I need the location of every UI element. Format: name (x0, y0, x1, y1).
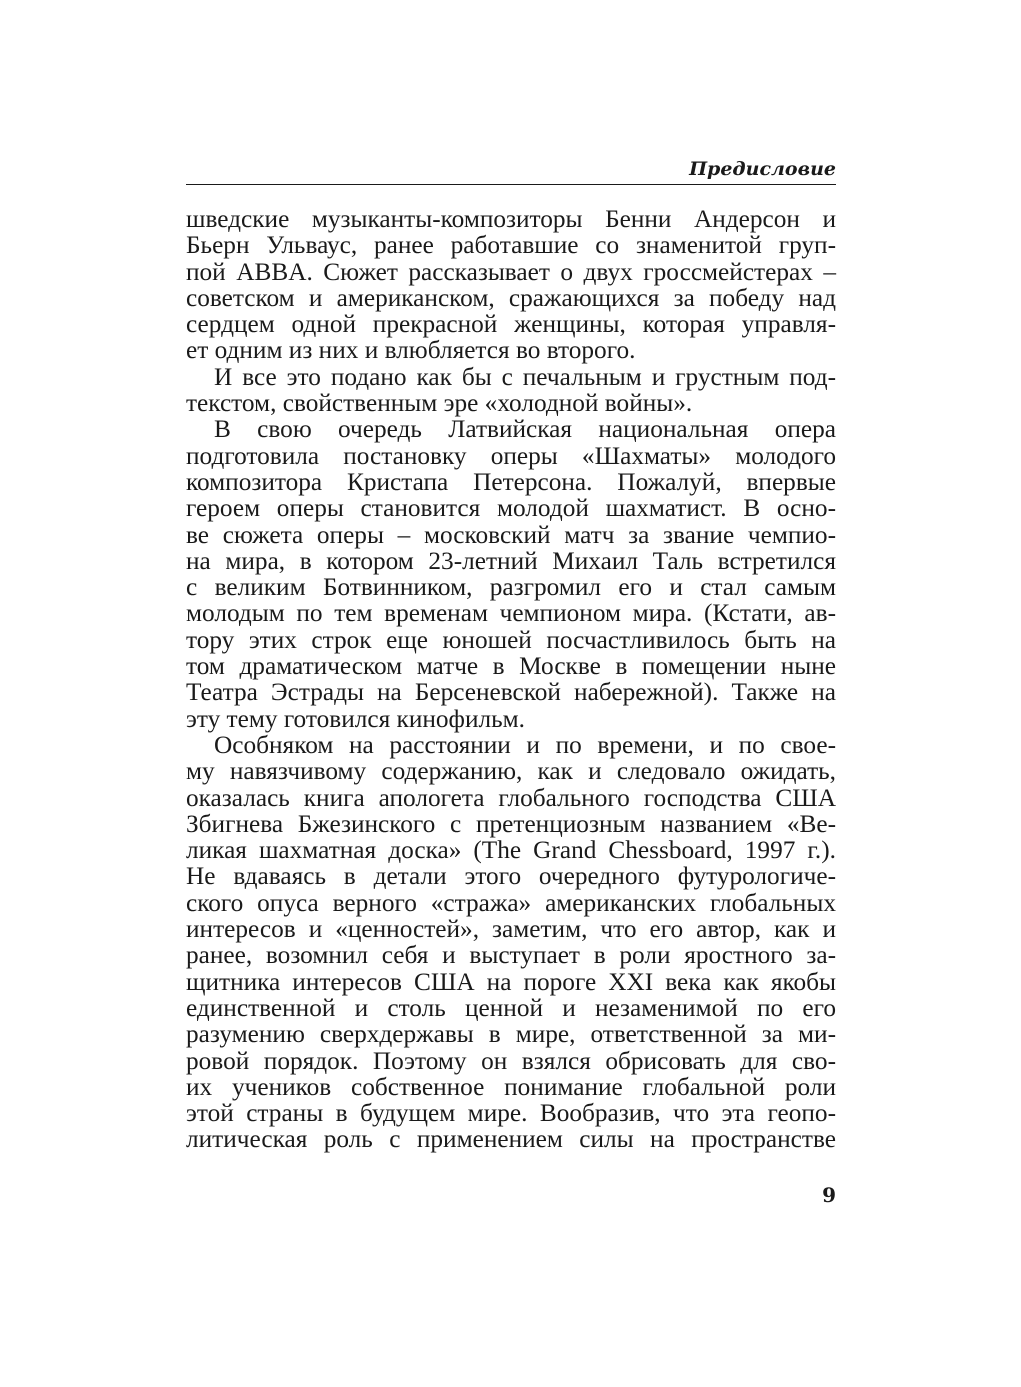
paragraph-3 (186, 416, 836, 732)
text-line: му навязчивому содержанию, как и следовало ожидать, (186, 757, 836, 786)
text-line: молодым по тем временам чемпионом мира. (Кстати, ав- (186, 599, 836, 628)
text-line: И все это подано как бы с печальным и грустным под- (214, 362, 836, 391)
text-line: ет одним из них и влюбляется во второго. (186, 336, 636, 365)
text-line: щитника интересов США на пороге XXI века как якобы (186, 967, 836, 996)
text-line: на мира, в котором 23-летний Михаил Таль встретился (186, 546, 836, 575)
text-line: текстом, свойственным эре «холодной войны». (186, 389, 693, 418)
text-line: подготовила постановку оперы «Шахматы» молодого (186, 441, 836, 470)
text-line: пой ABBA. Сюжет рассказывает о двух гроссмейстерах – (186, 257, 836, 286)
header-rule (186, 184, 836, 185)
text-line: сердцем одной прекрасной женщины, которая управля- (186, 310, 836, 339)
text-line: ского опуса верного «стража» американских глобальных (186, 888, 836, 917)
text-line: героем оперы становится молодой шахматист. В осно- (186, 494, 836, 523)
paragraph-2 (186, 364, 836, 417)
text-line: их учеников собственное понимание глобальной роли (186, 1072, 836, 1101)
text-line: эту тему готовился кинофильм. (186, 704, 525, 733)
text-line: ликая шахматная доска» (The Grand Chessboard, 1997 г.). (186, 836, 836, 865)
text-line: тору этих строк еще юношей посчастливилось быть на (186, 625, 836, 654)
text-line: ранее, возомнил себя и выступает в роли яростного за- (186, 941, 836, 970)
text-line: В свою очередь Латвийская национальная опера (214, 415, 836, 444)
text-line: Театра Эстрады на Берсеневской набережной). Также на (186, 678, 836, 707)
body-text (186, 206, 836, 1153)
text-line: Бьерн Ульваус, ранее работавшие со знаменитой груп- (186, 231, 836, 260)
text-line: разумению сверхдержавы в мире, ответственной за ми- (186, 1020, 836, 1049)
text-line: ровой порядок. Поэтому он взялся обрисовать для сво- (186, 1046, 836, 1075)
text-line: ве сюжета оперы – московский матч за звание чемпио- (186, 520, 836, 549)
text-line: этой страны в будущем мире. Вообразив, что эта геопо- (186, 1099, 836, 1128)
text-line: советском и американском, сражающихся за победу над (186, 283, 836, 312)
text-line: литическая роль с применением силы на пространстве (186, 1125, 836, 1154)
paragraph-1 (186, 206, 836, 364)
text-line: единственной и столь ценной и незаменимой по его (186, 993, 836, 1022)
text-line: шведские музыканты-композиторы Бенни Андерсон и (186, 205, 836, 233)
paragraph-4 (186, 732, 836, 1153)
text-line: оказалась книга апологета глобального господства США (186, 783, 836, 812)
text-line: том драматическом матче в Москве в помещении ныне (186, 652, 836, 681)
page-number: 9 (822, 1183, 836, 1207)
running-head-title: Предисловие (689, 158, 836, 180)
text-line: интересов и «ценностей», заметим, что его автор, как и (186, 915, 836, 944)
text-line: композитора Кристапа Петерсона. Пожалуй, впервые (186, 467, 836, 496)
text-line: с великим Ботвинником, разгромил его и стал самым (186, 573, 836, 602)
text-line: Особняком на расстоянии и по времени, и по свое- (214, 730, 836, 759)
text-line: Збигнева Бжезинского с претенциозным названием «Ве- (186, 809, 836, 838)
text-line: Не вдаваясь в детали этого очередного футурологиче- (186, 862, 836, 891)
